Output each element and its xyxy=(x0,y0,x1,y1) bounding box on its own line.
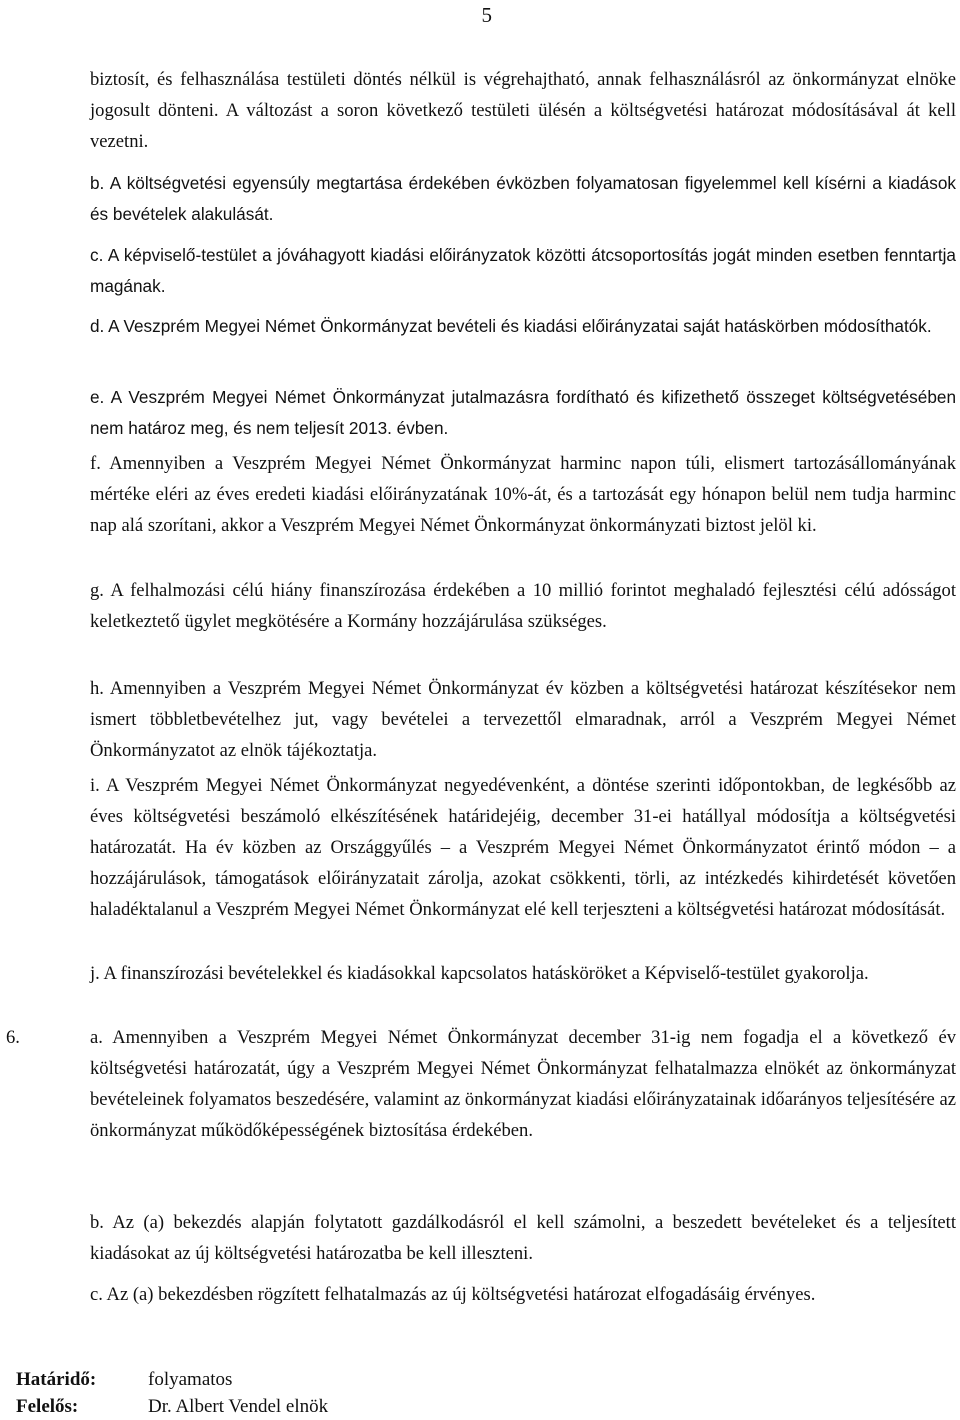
list-item-6b xyxy=(90,1207,956,1269)
list-item-6a xyxy=(90,1022,956,1146)
item-text: Amennyiben a Veszprém Megyei Német Önkormányzat december 31-ig nem fogadja el a következő év költségvetési határozatát, úgy a Veszprém Megyei Német Önkormányzat felhatalmazza elnökét az önkormányzat bevételeinek folyamatos beszedésére, valamint az önkormányzat kiadási előirányzatainak időarányos teljesítésére az önkormányzat működőképességének biztosítása érdekében. xyxy=(90,1027,956,1141)
intro-paragraph xyxy=(90,64,956,157)
list-item-5e xyxy=(90,382,956,444)
item-label: b. xyxy=(90,1212,104,1233)
item-label: i. xyxy=(90,775,100,796)
list-item-5c xyxy=(90,240,956,302)
item-text: A Veszprém Megyei Német Önkormányzat bevételi és kiadási előirányzatai saját hatáskörben módosíthatók. xyxy=(108,316,932,336)
item-text: A költségvetési egyensúly megtartása érdekében évközben folyamatosan figyelemmel kell kísérni a kiadások és bevételek alakulását. xyxy=(90,173,956,224)
item-label: f. xyxy=(90,453,101,474)
intro-text: biztosít, és felhasználása testületi döntés nélkül is végrehajtható, annak felhasználásról az önkormányzat elnöke jogosult dönteni. A változást a soron következő testületi ülésén a költségvetési határozat módosításával át kell vezetni. xyxy=(90,69,956,152)
item-label: d. xyxy=(90,316,105,336)
item-label: h. xyxy=(90,678,104,699)
list-item-5d xyxy=(90,311,956,342)
item-text: A felhalmozási célú hiány finanszírozása érdekében a 10 millió forintot meghaladó fejlesztési célú adósságot keletkeztető ügylet megkötésére a Kormány hozzájárulása szükséges. xyxy=(90,580,957,632)
item-label: c. xyxy=(90,245,104,265)
item-text: A Veszprém Megyei Német Önkormányzat negyedévenként, a döntése szerinti időpontokban, de legkésőbb az éves költségvetési beszámoló elkészítésének határidejéig, december 31-ei hatállyal módosítja a költségvetési határozatát. Ha év közben az Országgyűlés – a Veszprém Megyei Német Önkormányzatot érintő módon – a hozzájárulások, támogatások előirányzatait zárolja, azokat csökkenti, törli, az intézkedés kihirdetését követően haladéktalanul a Veszprém Megyei Német Önkormányzat elé kell terjeszteni a költségvetési határozat módosítását. xyxy=(90,775,956,920)
list-item-5j xyxy=(90,958,956,989)
list-item-6c xyxy=(90,1279,956,1310)
list-item-5b xyxy=(90,168,956,230)
item-label: e. xyxy=(90,387,105,407)
list-item-5f xyxy=(90,448,956,541)
page-number: 5 xyxy=(481,3,492,27)
deadline-label: Határidő: xyxy=(16,1369,97,1390)
list-item-5g xyxy=(90,575,956,637)
section-number: 6. xyxy=(6,1027,20,1048)
item-text: A képviselő-testület a jóváhagyott kiadási előirányzatok közötti átcsoportosítás jogát minden esetben fenntartja magának. xyxy=(90,245,956,296)
item-label: c. xyxy=(90,1284,103,1305)
item-text: Az (a) bekezdés alapján folytatott gazdálkodásról el kell számolni, a beszedett bevételeket és a teljesített kiadásokat az új költségvetési határozatba be kell illeszteni. xyxy=(90,1212,956,1264)
item-text: Amennyiben a Veszprém Megyei Német Önkormányzat harminc napon túli, elismert tartozásállományának mértéke eléri az éves eredeti kiadási előirányzatának 10%-át, és a tartozását egy hónapon belül nem tudja harminc nap alá szorítani, akkor a Veszprém Megyei Német Önkormányzat önkormányzati biztost jelöl ki. xyxy=(90,453,956,536)
responsible-value: Dr. Albert Vendel elnök xyxy=(148,1396,329,1417)
list-item-5h xyxy=(90,673,956,766)
deadline-value: folyamatos xyxy=(148,1369,233,1390)
item-label: j. xyxy=(90,963,100,984)
list-item-5i xyxy=(90,770,956,925)
item-label: b. xyxy=(90,173,105,193)
item-text: Amennyiben a Veszprém Megyei Német Önkormányzat év közben a költségvetési határozat készítésekor nem ismert többletbevételhez jut, vagy bevételei a tervezettől elmaradnak, arról a Veszprém Megyei Német Önkormányzatot az elnök tájékoztatja. xyxy=(90,678,956,761)
item-text: A Veszprém Megyei Német Önkormányzat jutalmazásra fordítható és kifizethető összeget költségvetésében nem határoz meg, és nem teljesít 2013. évben. xyxy=(90,387,957,438)
item-text: Az (a) bekezdésben rögzített felhatalmazás az új költségvetési határozat elfogadásáig érvényes. xyxy=(106,1284,816,1305)
item-label: g. xyxy=(90,580,104,601)
responsible-label: Felelős: xyxy=(16,1396,79,1417)
item-label: a. xyxy=(90,1027,103,1048)
item-text: A finanszírozási bevételekkel és kiadásokkal kapcsolatos hatásköröket a Képviselő-testület gyakorolja. xyxy=(103,963,869,984)
